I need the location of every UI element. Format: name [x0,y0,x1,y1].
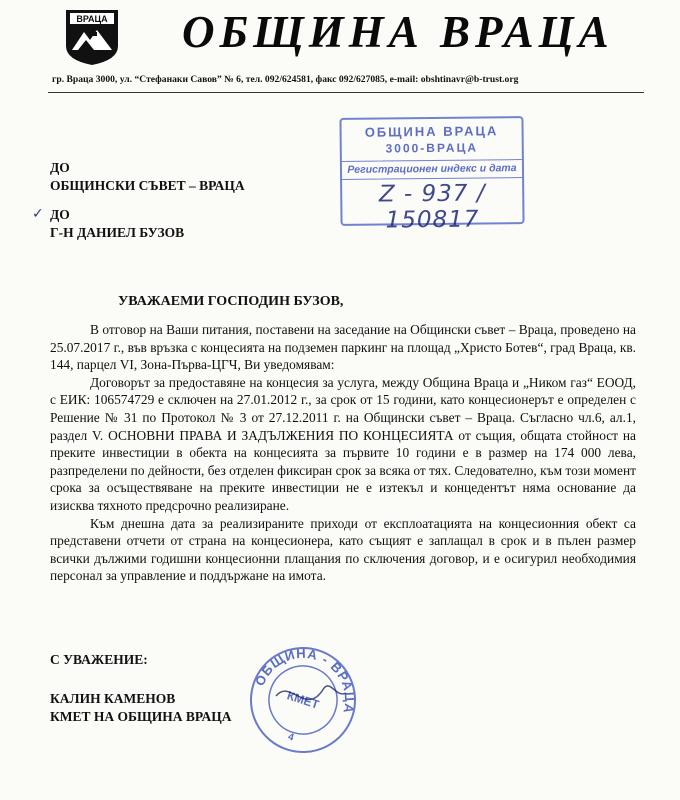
addressee-2-name: Г-Н ДАНИЕЛ БУЗОВ [50,225,185,240]
closing-regards: С УВАЖЕНИЕ: [50,652,148,667]
stamp-handwritten-index: Z - 937 / 150817 [378,180,486,234]
seal-inner-text: КМЕТ [285,688,321,712]
stamp-line-1: ОБЩИНА ВРАЦА [364,123,499,140]
letter-body [50,321,636,585]
signatory-position: КМЕТ НА ОБЩИНА ВРАЦА [50,709,232,724]
addressee-1-name: ОБЩИНСКИ СЪВЕТ – ВРАЦА [50,178,245,193]
stamp-line-3: Регистрационен индекс и дата [342,159,522,180]
official-seal [236,638,366,758]
contact-line: гр. Враца 3000, ул. “Стефанаки Савов” № 6, тел. 092/624581, факс 092/627085, e-mail: obshtinavr@b-trust.org [52,74,519,85]
handwritten-check-mark: ✓ [32,206,44,222]
addressee-2-label: ДО [50,207,70,222]
paragraph-2: Договорът за предоставяне на концесия за услуга, между Община Враца и „Ником газ“ ЕООД, с ЕИК: 106574729 е сключен на 27.01.2012 г., за срок от 15 години, като концесионерът е определен с Решение № 31 по Протокол № 3 от 27.12.2011 г. на Общински съвет – Враца. Съгласно чл.6, ал.1, раздел V. ОСНОВНИ ПРАВА И ЗАДЪЛЖЕНИЯ ПО КОНЦЕСИЯТА от същия, общата стойност на преките инвестиции в обекта на концесията за първите 10 години е в размер на 174 000 лева, разпределени по дейности, без отделен фиксиран срок за всяка от тях. Следователно, към този момент срока за осъществяване на преките инвестиции не е изтекъл и концедентът няма основание да изисква тяхното предсрочно реализиране. [50,374,636,513]
coat-of-arms-logo [64,8,120,66]
paragraph-1: В отговор на Ваши питания, поставени на заседание на Общински съвет – Враца, проведено на 25.07.2017 г., във връзка с концесията на подземен паркинг на площад „Христо Ботев“, град Враца, кв. 144, парцел VI, Зона-Първа-ЦГЧ, Ви уведомявам: [50,322,636,373]
logo-text: ВРАЦА [76,14,108,24]
registration-stamp [339,116,524,234]
signatory-name: КАЛИН КАМЕНОВ [50,691,176,706]
seal-number: 4 [286,731,296,744]
paragraph-3: Към днешна дата за реализираните приходи от експлоатацията на концесионния обект са представени отчети от страна на концесионера, като същият е заплащал в срок и в пълен размер всички дължими годишни концесионни плащания по сключения договор, и е осигурил необходимия персонал за управление и поддържане на имота. [50,515,636,584]
seal-outer-text: ОБЩИНА - ВРАЦА [251,645,358,716]
organization-title: ОБЩИНА ВРАЦА [182,7,614,57]
salutation: УВАЖАЕМИ ГОСПОДИН БУЗОВ, [118,294,344,309]
addressee-1-label: ДО [50,160,70,175]
stamp-line-2: 3000-ВРАЦА [385,140,479,156]
header-divider [48,92,644,93]
